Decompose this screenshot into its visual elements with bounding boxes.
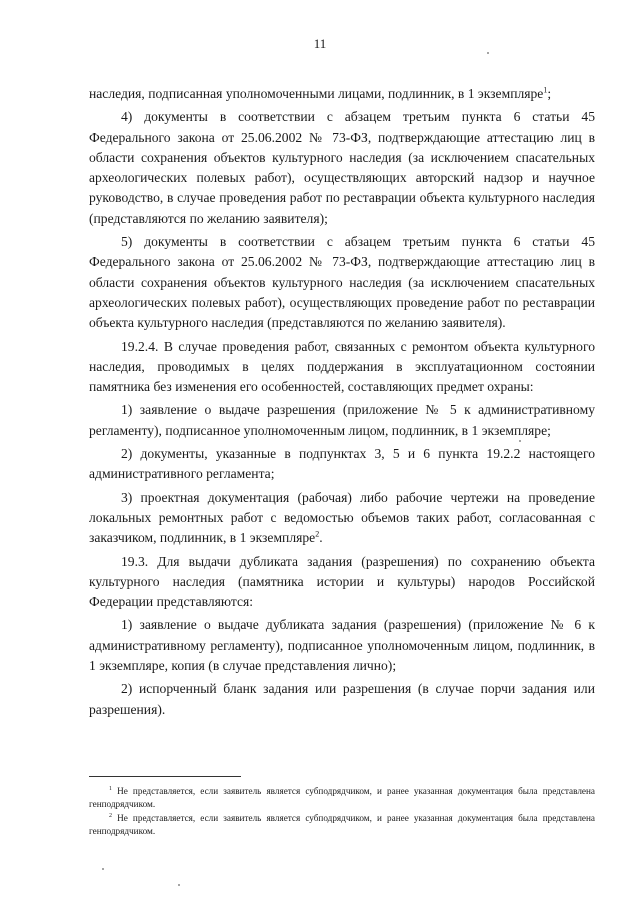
paragraph-tail: . xyxy=(319,530,323,546)
paragraph-item-3 xyxy=(89,488,595,549)
paragraph-tail: ; xyxy=(547,86,552,101)
page-number: 11 xyxy=(313,36,327,51)
footnotes xyxy=(89,785,595,839)
scan-speck xyxy=(519,440,521,442)
paragraph-text: 3) проектная документация (рабочая) либо рабочие чертежи на проведение локальных ремонтных работ с ведомостью объемов таких работ, согласованная с заказчиком, подлинник, в 1 экземпляре xyxy=(89,489,595,546)
paragraph-dup-item-1: 1) заявление о выдаче дубликата задания (разрешения) (приложение № 6 к административному регламенту), подписанное уполномоченным лицом, подлинник, в 1 экземпляре, копия (в случае представления лично); xyxy=(89,617,595,674)
paragraph-text: наследия, подписанная уполномоченными лицами, подлинник, в 1 экземпляре xyxy=(89,86,544,101)
footnote-1 xyxy=(89,785,595,811)
paragraph-item-5: 5) документы в соответствии с абзацем третьим пункта 6 статьи 45 Федерального закона от 25.06.2002 № 73-ФЗ, подтверждающие аттестацию лиц в области сохранения объектов культурного наследия (за исключением спасательных археологических полевых работ), осуществляющих проведение работ по реставрации объекта культурного наследия (представляются по желанию заявителя). xyxy=(89,234,595,331)
footnote-ref: 2 xyxy=(315,529,320,539)
footnote-divider xyxy=(89,776,241,777)
body-text xyxy=(89,84,595,720)
paragraph-section-19-3: 19.3. Для выдачи дубликата задания (разрешения) по сохранению объекта культурного наследия (памятника истории и культуры) народов Российской Федерации представляются: xyxy=(89,553,595,610)
paragraph-continuation xyxy=(89,84,595,104)
footnote-2 xyxy=(89,812,595,838)
footnote-text: Не представляется, если заявитель является субподрядчиком, и ранее указанная документация была представлена генподрядчиком. xyxy=(89,813,595,836)
paragraph-item-4: 4) документы в соответствии с абзацем третьим пункта 6 статьи 45 Федерального закона от 25.06.2002 № 73-ФЗ, подтверждающие аттестацию лиц в области сохранения объектов культурного наследия (за исключением спасательных археологических полевых работ), осуществляющих авторский надзор и научное руководство, в случае проведения работ по реставрации объекта культурного наследия (представляются по желанию заявителя); xyxy=(89,109,595,226)
paragraph-dup-item-2: 2) испорченный бланк задания или разрешения (в случае порчи задания или разрешения). xyxy=(89,681,595,717)
scan-speck xyxy=(178,884,180,886)
scan-speck xyxy=(102,868,104,870)
scan-speck xyxy=(487,52,489,54)
paragraph-item-2: 2) документы, указанные в подпунктах 3, 5 и 6 пункта 19.2.2 настоящего административного регламента; xyxy=(89,446,595,482)
footnote-ref: 1 xyxy=(543,85,548,95)
footnote-mark: 2 xyxy=(109,812,112,819)
paragraph-item-1: 1) заявление о выдаче разрешения (приложение № 5 к административному регламенту), подписанное уполномоченным лицом, подлинник, в 1 экземпляре; xyxy=(89,402,595,438)
paragraph-section-19-2-4: 19.2.4. В случае проведения работ, связанных с ремонтом объекта культурного наследия, проводимых в целях поддержания в эксплуатационном состоянии памятника без изменения его особенностей, составляющих предмет охраны: xyxy=(89,338,595,395)
footnote-text: Не представляется, если заявитель является субподрядчиком, и ранее указанная документация была представлена генподрядчиком. xyxy=(89,786,595,809)
footnote-mark: 1 xyxy=(109,785,112,792)
